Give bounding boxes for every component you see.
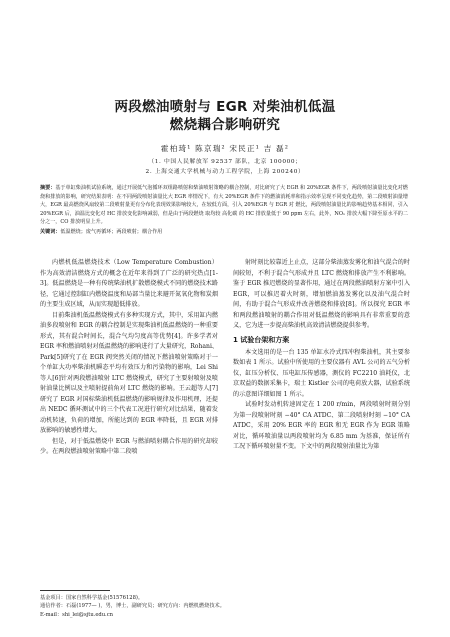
keywords-line [40,228,408,237]
footnote-rule [40,590,110,591]
footnote-funding: 基金项目：国家自然科学基金(51576128)。 [40,595,144,601]
keywords-text: 低温燃烧；废气再循环；两段喷射；耦合作用 [60,228,163,235]
abstract-label: 摘要： [40,185,56,191]
footnote-email: E-mail：shi_lei@sjtu.edu.cn [40,611,113,618]
abstract-block [40,184,408,237]
footnote-author: 通信作者：石磊(1977— )，男，博士，副研究员；研究方向：内燃机燃烧技术。 [40,603,225,610]
keywords-label: 关键词： [40,228,61,235]
paper-title-line2: 燃烧耦合影响研究 [169,117,281,133]
affiliation-2: 2. 上海交通大学机械与动力工程学院，上海 200240） [145,169,305,175]
abstract-text: 基于单缸柴油机试验系统，通过开展低气泡循环双组路喷射和柴油喷射策略的耦合控制，对比研究了大 EGR 和 20%EGR 条件下，两段喷射油量比变化对燃烧和排放的影响，研究结果表明：在不同两段喷射油量比大 EGR 率情况下，有大 20%EGR 条件下的燃油消耗率和指示效率呈现不同变化趋势，第二段喷射油量增大，EGR 最高燃烧风扇较第二段喷射量更有分布化表现效果影响较大，在较低方面，引入 20%EGR 与 EGR 对 燃比，两段喷射油量比的影响趋势基本相同，引入 20%EGR 后，油温比变化对 HC 排放变化影响减弱，但是由于两段燃烧 取均较 高化碳 的 HC 排放量低于 90 ppm 左右，此外，NOₓ 排放大幅下降至原水平的二分之一，CO 排放明显上升。 [40,185,408,226]
body-paragraph: 本文选用的是一台 135 单缸水冷式四冲程柴油机，其主要参数如表 1 所示。试验中所使用的主要仪器有 AVL 公司的五气分析仪，缸压分析仪、压电缸压传感器，测仪的 FC2210 油耗仪，北京双益的数据采集卡，瑞士 Kistler 公司的电荷放大器，试验系统的示意图详细如图 1 所示。 [233,348,410,398]
right-column [233,258,410,453]
author-list: 霍柏琦¹ 陈京瑞² 宋民正¹ 吉 磊² [160,144,290,153]
paper-title-line1: 两段燃油喷射与 EGR 对柴油机低温 [114,99,336,115]
body-paragraph: 射时刻比较靠近上止点，这部分柴油蒸发雾化和油气混合的时间较短，不利于混合气形成并且 LTC 燃烧和排放产生不利影响。鉴于 EGR 推迟燃烧的显著作用，通过在两段燃油喷射方案中引入 EGR，可以推迟着火时刻，增加燃油蒸发雾化以及油气混合时间，有助于混合气形成并改善燃烧和排放[8]。所以探究 EGR 率和两段燃油喷射的耦合作用对低温燃烧的影响具有非常重要的意义，它为进一步提高柴油机高效清洁燃烧提供参考。 [233,259,410,329]
affiliation-1: （1. 中国人民解放军 92537 部队，北京 100000； [148,159,302,165]
footnote-block [40,594,300,619]
section-heading: 1 试验台架和方案 [233,335,290,344]
body-paragraph: 内燃机低温燃烧技术（Low Temperature Combustion）作为高效清洁燃烧方式的概念在近年来得到了广泛的研究热点[1-3]。低温燃烧是一种有传统柴油机扩散燃烧模式不同的燃烧技术路径，它通过控制缸内燃烧温度和局部当量比来避开氮氧化物和炭烟的主要生成区域，从而实现超低排放。 [40,259,218,308]
body-paragraph: 但是，对于低温燃烧中 EGR 与燃油喷射耦合作用的研究却较少。在两段燃油喷射策略中第二段喷 [40,437,218,455]
body-paragraph: 试验时发动机转速固定在 1 200 r/min，两段喷射时刻分别为第一段喷射时刻 −40° CA ATDC、第二段喷射时刻 −10° CA ATDC，采用 20% EGR 率的 EGR 和无 EGR 作为 EGR 策略对比，循环喷油量以两段喷射均为 6.85 mm 为基准，保证所有工况下循环喷射量不变。下文中的两段喷射油量比为第 [233,401,410,450]
left-column [40,258,218,458]
body-paragraph: 目前柴油机低温燃烧模式有多种实现方式，其中，采用缸内燃油多段喷射和 EGR 的耦合控制是实现柴油机低温燃烧的一种重要形式，其有混合时间长，混合气均匀度高等优势[4]。许多学者对 EGR 率和燃油喷射对低温燃烧的影响进行了大量研究，Rohani、Park[5]研究了在 EGR 阀突然关闭的情况下燃油喷射策略对于一个单缸大功率柴油机瞬态平均有效压力和污染物的影响，Lei Shi 等人[6]针对两段燃油喷射 LTC 燃烧模式，研究了主要射喷射及喷射油量比例以及主喷射提前角对 LTC 燃烧的影响。王云超等人[7]研究了 EGR 对国标柴油机低温燃烧的影响规律及作用机理，还提出 NEDC 循环测试中的三个代表工况进行研究对比结果，随着发动机转速，负荷的增加，所能达到的 EGR 率降低，且 EGR 对排放影响的敏感性增大。 [40,311,218,434]
